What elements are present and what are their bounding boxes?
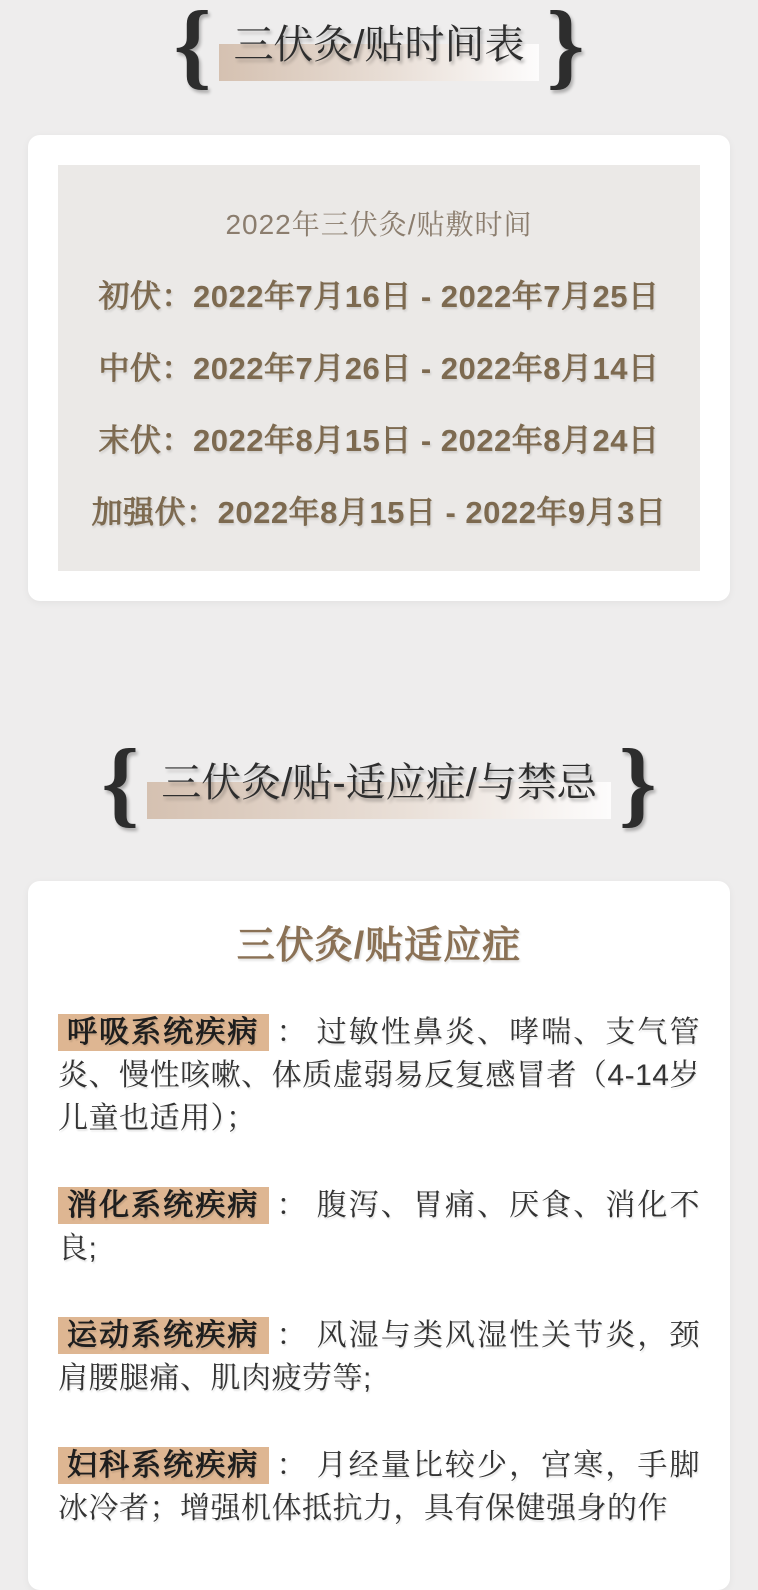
indication-item-digestive bbox=[58, 1184, 700, 1270]
indication-label-gynecological: 妇科系统疾病 bbox=[58, 1447, 269, 1484]
indication-colon: ： bbox=[276, 1189, 309, 1222]
brace-left-icon: { bbox=[101, 729, 140, 836]
indications-card bbox=[28, 881, 730, 1590]
indication-text-locomotor: 风湿与类风湿性关节炎，颈肩腰腿痛、肌肉疲劳等; bbox=[58, 1319, 701, 1395]
brace-left-icon: { bbox=[173, 0, 212, 98]
schedule-row-jiaqiangfu: 加强伏：2022年8月15日 - 2022年9月3日 bbox=[91, 495, 667, 530]
indication-colon: ： bbox=[276, 1319, 309, 1352]
indication-text-gynecological: 月经量比较少，宫寒，手脚冰冷者；增强机体抵抗力，具有保健强身的作 bbox=[58, 1449, 701, 1525]
section-title-schedule bbox=[0, 0, 758, 98]
schedule-card bbox=[28, 135, 730, 601]
brace-right-icon: } bbox=[546, 0, 585, 98]
schedule-box bbox=[58, 165, 700, 571]
indication-colon: ： bbox=[276, 1449, 309, 1482]
schedule-row-mofu: 末伏：2022年8月15日 - 2022年8月24日 bbox=[98, 423, 660, 458]
schedule-row-chufu: 初伏：2022年7月16日 - 2022年7月25日 bbox=[98, 279, 660, 314]
indications-heading: 三伏灸/贴适应症 bbox=[236, 925, 522, 967]
schedule-box-title: 2022年三伏灸/贴敷时间 bbox=[225, 209, 533, 240]
indication-item-locomotor bbox=[58, 1314, 700, 1400]
indication-label-digestive: 消化系统疾病 bbox=[58, 1187, 269, 1224]
indication-text-respiratory: 过敏性鼻炎、哮喘、支气管炎、慢性咳嗽、体质虚弱易反复感冒者（4-14岁儿童也适用）； bbox=[58, 1016, 701, 1135]
brace-right-icon: } bbox=[618, 729, 657, 836]
indication-label-locomotor: 运动系统疾病 bbox=[58, 1317, 269, 1354]
indication-item-gynecological bbox=[58, 1444, 700, 1530]
indication-text-digestive: 腹泻、胃痛、厌食、消化不良; bbox=[58, 1189, 701, 1265]
indication-colon: ： bbox=[276, 1016, 309, 1049]
indication-label-respiratory: 呼吸系统疾病 bbox=[58, 1014, 269, 1051]
schedule-section-title-text: 三伏灸/贴时间表 bbox=[219, 19, 538, 71]
section-title-indications bbox=[0, 729, 758, 836]
schedule-row-zhongfu: 中伏：2022年7月26日 - 2022年8月14日 bbox=[98, 351, 660, 386]
indication-item-respiratory bbox=[58, 1011, 700, 1140]
indications-section-title-text: 三伏灸/贴-适应症/与禁忌 bbox=[147, 757, 611, 809]
